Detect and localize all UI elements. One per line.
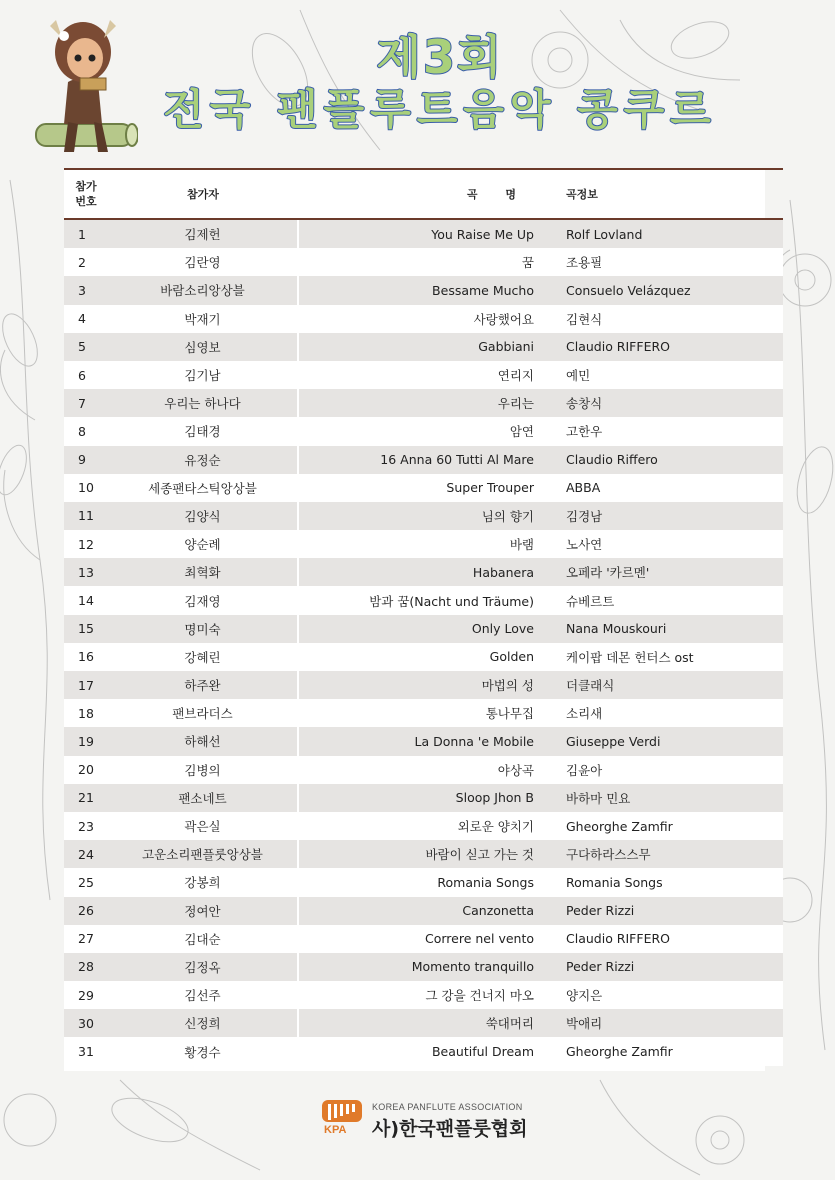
cell-number: 25 <box>64 868 108 896</box>
cell-participant: 김태경 <box>108 417 298 445</box>
cell-song-info: 양지은 <box>564 981 783 1009</box>
title-competition-name: 전국 팬플루트음악 콩쿠르 <box>163 85 717 134</box>
cell-participant: 심영보 <box>108 333 298 361</box>
cell-song: 사랑했어요 <box>298 305 544 333</box>
cell-spacer <box>544 502 564 530</box>
cell-spacer <box>544 699 564 727</box>
header-info: 곡정보 <box>564 169 783 219</box>
table-row <box>64 756 783 784</box>
cell-participant: 강봉희 <box>108 868 298 896</box>
table-row <box>64 868 783 896</box>
cell-song-info: 김경남 <box>564 502 783 530</box>
cell-participant: 최혁화 <box>108 558 298 586</box>
cell-number: 6 <box>64 361 108 389</box>
cell-spacer <box>544 812 564 840</box>
table-row <box>64 502 783 530</box>
cell-spacer <box>544 558 564 586</box>
cell-number: 30 <box>64 1009 108 1037</box>
cell-number: 7 <box>64 389 108 417</box>
cell-song-info: 슈베르트 <box>564 586 783 614</box>
cell-song: Romania Songs <box>298 868 544 896</box>
cell-spacer <box>544 446 564 474</box>
cell-song: 암연 <box>298 417 544 445</box>
cell-song-info: 박애리 <box>564 1009 783 1037</box>
cell-number: 29 <box>64 981 108 1009</box>
cell-number: 4 <box>64 305 108 333</box>
cell-number: 1 <box>64 219 108 248</box>
faun-mascot-illustration <box>28 12 138 162</box>
association-logo <box>320 1098 540 1142</box>
cell-number: 19 <box>64 727 108 755</box>
table-row <box>64 417 783 445</box>
title-block <box>140 30 740 136</box>
cell-spacer <box>544 305 564 333</box>
cell-number: 13 <box>64 558 108 586</box>
table-row <box>64 530 783 558</box>
cell-song: Only Love <box>298 615 544 643</box>
cell-number: 14 <box>64 586 108 614</box>
cell-song: 꿈 <box>298 248 544 276</box>
cell-participant: 팬브라더스 <box>108 699 298 727</box>
cell-spacer <box>544 219 564 248</box>
cell-spacer <box>544 953 564 981</box>
cell-spacer <box>544 530 564 558</box>
cell-song-info: 소리새 <box>564 699 783 727</box>
cell-participant: 곽은실 <box>108 812 298 840</box>
cell-spacer <box>544 671 564 699</box>
association-name-ko: 사)한국팬플룻협회 <box>372 1118 528 1140</box>
cell-song: Correre nel vento <box>298 925 544 953</box>
cell-number: 9 <box>64 446 108 474</box>
cell-participant: 황경수 <box>108 1037 298 1065</box>
cell-spacer <box>544 389 564 417</box>
cell-spacer <box>544 474 564 502</box>
cell-song-info: 구다하라스스무 <box>564 840 783 868</box>
cell-participant: 김기남 <box>108 361 298 389</box>
cell-participant: 김대순 <box>108 925 298 953</box>
table-row <box>64 276 783 304</box>
cell-participant: 김란영 <box>108 248 298 276</box>
cell-song: 16 Anna 60 Tutti Al Mare <box>298 446 544 474</box>
cell-song-info: Nana Mouskouri <box>564 615 783 643</box>
cell-song-info: 김윤아 <box>564 756 783 784</box>
cell-participant: 유정순 <box>108 446 298 474</box>
table-row <box>64 925 783 953</box>
cell-song: Golden <box>298 643 544 671</box>
cell-song-info: Rolf Lovland <box>564 219 783 248</box>
cell-number: 8 <box>64 417 108 445</box>
cell-participant: 김병의 <box>108 756 298 784</box>
cell-song: 야상곡 <box>298 756 544 784</box>
cell-song: 통나무집 <box>298 699 544 727</box>
cell-spacer <box>544 417 564 445</box>
cell-number: 21 <box>64 784 108 812</box>
cell-participant: 김선주 <box>108 981 298 1009</box>
cell-number: 2 <box>64 248 108 276</box>
cell-number: 16 <box>64 643 108 671</box>
table-row <box>64 474 783 502</box>
cell-number: 20 <box>64 756 108 784</box>
participant-table-panel <box>64 168 765 1071</box>
header-song: 곡 명 <box>298 169 544 219</box>
cell-participant: 고운소리팬플룻앙상블 <box>108 840 298 868</box>
header-participant: 참가자 <box>108 169 298 219</box>
cell-song: Canzonetta <box>298 897 544 925</box>
cell-song-info: Giuseppe Verdi <box>564 727 783 755</box>
cell-spacer <box>544 727 564 755</box>
table-row <box>64 305 783 333</box>
cell-number: 31 <box>64 1037 108 1065</box>
cell-spacer <box>544 756 564 784</box>
cell-song: Habanera <box>298 558 544 586</box>
cell-song-info: 더클래식 <box>564 671 783 699</box>
cell-participant: 팬소네트 <box>108 784 298 812</box>
cell-number: 26 <box>64 897 108 925</box>
table-row <box>64 615 783 643</box>
cell-number: 18 <box>64 699 108 727</box>
cell-song-info: 김현식 <box>564 305 783 333</box>
cell-spacer <box>544 615 564 643</box>
cell-song-info: 케이팝 데몬 헌터스 ost <box>564 643 783 671</box>
cell-spacer <box>544 1037 564 1065</box>
table-row <box>64 389 783 417</box>
cell-spacer <box>544 868 564 896</box>
cell-participant: 양순례 <box>108 530 298 558</box>
cell-participant: 하주완 <box>108 671 298 699</box>
cell-number: 12 <box>64 530 108 558</box>
cell-song: 그 강을 건너지 마오 <box>298 981 544 1009</box>
cell-song: Momento tranquillo <box>298 953 544 981</box>
cell-song: 님의 향기 <box>298 502 544 530</box>
participant-table <box>64 168 783 1066</box>
cell-participant: 신정희 <box>108 1009 298 1037</box>
table-row <box>64 558 783 586</box>
cell-song: 연리지 <box>298 361 544 389</box>
table-row <box>64 643 783 671</box>
table-row <box>64 953 783 981</box>
cell-song-info: 송창식 <box>564 389 783 417</box>
table-row <box>64 897 783 925</box>
cell-song-info: 노사연 <box>564 530 783 558</box>
cell-participant: 김정옥 <box>108 953 298 981</box>
cell-song: Sloop Jhon B <box>298 784 544 812</box>
table-row <box>64 1009 783 1037</box>
cell-song-info: Peder Rizzi <box>564 897 783 925</box>
table-row <box>64 446 783 474</box>
cell-participant: 김제헌 <box>108 219 298 248</box>
cell-participant: 정여안 <box>108 897 298 925</box>
cell-spacer <box>544 840 564 868</box>
table-row <box>64 671 783 699</box>
cell-spacer <box>544 361 564 389</box>
cell-number: 15 <box>64 615 108 643</box>
cell-song: Bessame Mucho <box>298 276 544 304</box>
cell-song-info: Consuelo Velázquez <box>564 276 783 304</box>
cell-number: 3 <box>64 276 108 304</box>
cell-spacer <box>544 925 564 953</box>
cell-participant: 명미숙 <box>108 615 298 643</box>
table-row <box>64 981 783 1009</box>
cell-spacer <box>544 643 564 671</box>
cell-song: Gabbiani <box>298 333 544 361</box>
cell-spacer <box>544 1009 564 1037</box>
header-spacer <box>544 169 564 219</box>
cell-song: La Donna 'e Mobile <box>298 727 544 755</box>
cell-song: 마법의 성 <box>298 671 544 699</box>
table-header-row <box>64 169 783 219</box>
cell-spacer <box>544 981 564 1009</box>
cell-song-info: 오페라 '카르멘' <box>564 558 783 586</box>
cell-spacer <box>544 586 564 614</box>
table-row <box>64 1037 783 1065</box>
cell-participant: 세종팬타스틱앙상블 <box>108 474 298 502</box>
cell-song: 바람이 싣고 가는 것 <box>298 840 544 868</box>
table-row <box>64 586 783 614</box>
cell-song: 쑥대머리 <box>298 1009 544 1037</box>
table-row <box>64 333 783 361</box>
cell-song-info: Romania Songs <box>564 868 783 896</box>
cell-number: 24 <box>64 840 108 868</box>
cell-spacer <box>544 276 564 304</box>
cell-song-info: Claudio Riffero <box>564 446 783 474</box>
cell-song-info: Claudio RIFFERO <box>564 925 783 953</box>
cell-song-info: Peder Rizzi <box>564 953 783 981</box>
cell-participant: 하해선 <box>108 727 298 755</box>
cell-number: 28 <box>64 953 108 981</box>
cell-number: 23 <box>64 812 108 840</box>
table-row <box>64 219 783 248</box>
cell-participant: 박재기 <box>108 305 298 333</box>
cell-song-info: ABBA <box>564 474 783 502</box>
cell-song: 바램 <box>298 530 544 558</box>
association-abbr: KPA <box>324 1124 347 1136</box>
association-name-en: KOREA PANFLUTE ASSOCIATION <box>372 1102 523 1112</box>
cell-spacer <box>544 333 564 361</box>
cell-spacer <box>544 784 564 812</box>
table-row <box>64 812 783 840</box>
table-row <box>64 727 783 755</box>
cell-number: 27 <box>64 925 108 953</box>
cell-song-info: Claudio RIFFERO <box>564 333 783 361</box>
table-row <box>64 248 783 276</box>
cell-song: Beautiful Dream <box>298 1037 544 1065</box>
cell-song: 우리는 <box>298 389 544 417</box>
cell-song-info: Gheorghe Zamfir <box>564 812 783 840</box>
cell-number: 5 <box>64 333 108 361</box>
cell-song: 밤과 꿈(Nacht und Träume) <box>298 586 544 614</box>
table-row <box>64 784 783 812</box>
cell-number: 17 <box>64 671 108 699</box>
cell-song: Super Trouper <box>298 474 544 502</box>
title-edition: 제3회 <box>376 30 504 84</box>
table-row <box>64 361 783 389</box>
cell-number: 11 <box>64 502 108 530</box>
cell-song-info: Gheorghe Zamfir <box>564 1037 783 1065</box>
cell-number: 10 <box>64 474 108 502</box>
cell-participant: 강혜린 <box>108 643 298 671</box>
table-row <box>64 840 783 868</box>
cell-song-info: 바하마 민요 <box>564 784 783 812</box>
cell-song: 외로운 양치기 <box>298 812 544 840</box>
cell-song-info: 고한우 <box>564 417 783 445</box>
header-number: 참가 번호 <box>64 169 108 219</box>
cell-spacer <box>544 248 564 276</box>
cell-participant: 김양식 <box>108 502 298 530</box>
cell-song-info: 예민 <box>564 361 783 389</box>
cell-participant: 바람소리앙상블 <box>108 276 298 304</box>
cell-song-info: 조용필 <box>564 248 783 276</box>
cell-spacer <box>544 897 564 925</box>
cell-participant: 김재영 <box>108 586 298 614</box>
cell-song: You Raise Me Up <box>298 219 544 248</box>
table-row <box>64 699 783 727</box>
cell-participant: 우리는 하나다 <box>108 389 298 417</box>
